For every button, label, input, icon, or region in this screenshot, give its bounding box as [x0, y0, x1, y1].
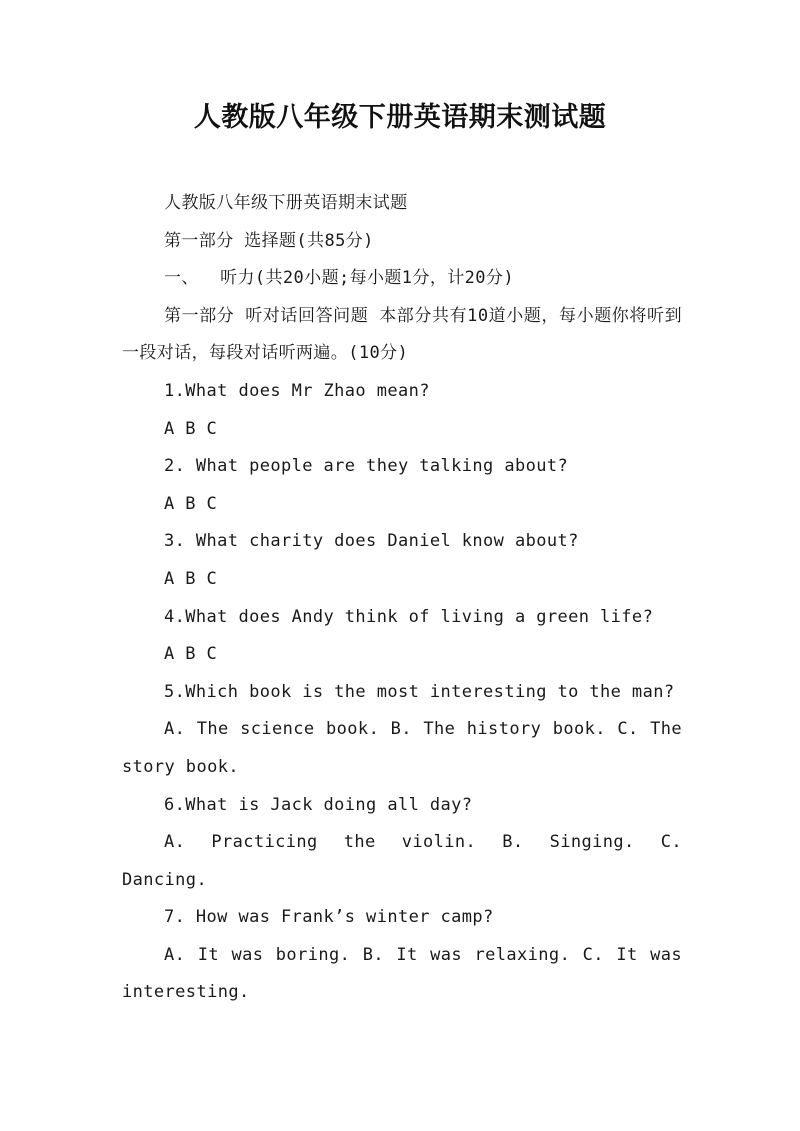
document-body — [122, 185, 693, 1012]
question-6: 6.What is Jack doing all day? — [164, 794, 473, 815]
question-7: 7. How was Frank’s winter camp? — [164, 907, 494, 928]
listening-instructions: 第一部分 听对话回答问题 本部分共有10道小题，每小题你将听到一段对话，每段对话听两遍。(10分) — [122, 305, 682, 364]
exam-subtitle: 人教版八年级下册英语期末试题 — [164, 193, 408, 213]
options-4: A B C — [164, 644, 218, 665]
options-7: A. It was boring. B. It was relaxing. C. It was interesting. — [122, 944, 693, 1003]
question-5: 5.Which book is the most interesting to the man? — [164, 681, 675, 702]
options-3: A B C — [164, 568, 218, 589]
question-4: 4.What does Andy think of living a green life? — [164, 606, 654, 627]
question-2: 2. What people are they talking about? — [164, 456, 569, 477]
options-1: A B C — [164, 418, 218, 439]
options-5: A. The science book. B. The history book. C. The story book. — [122, 719, 693, 777]
listening-heading: 一、 听力(共20小题;每小题1分，计20分) — [164, 268, 514, 289]
section-heading: 第一部分 选择题(共85分) — [164, 230, 374, 251]
document-title: 人教版八年级下册英语期末测试题 — [193, 102, 607, 133]
question-3: 3. What charity does Daniel know about? — [164, 531, 579, 552]
options-6: A. Practicing the violin. B. Singing. C. Dancing. — [122, 832, 693, 890]
options-2: A B C — [164, 493, 218, 514]
question-1: 1.What does Mr Zhao mean? — [164, 380, 430, 401]
